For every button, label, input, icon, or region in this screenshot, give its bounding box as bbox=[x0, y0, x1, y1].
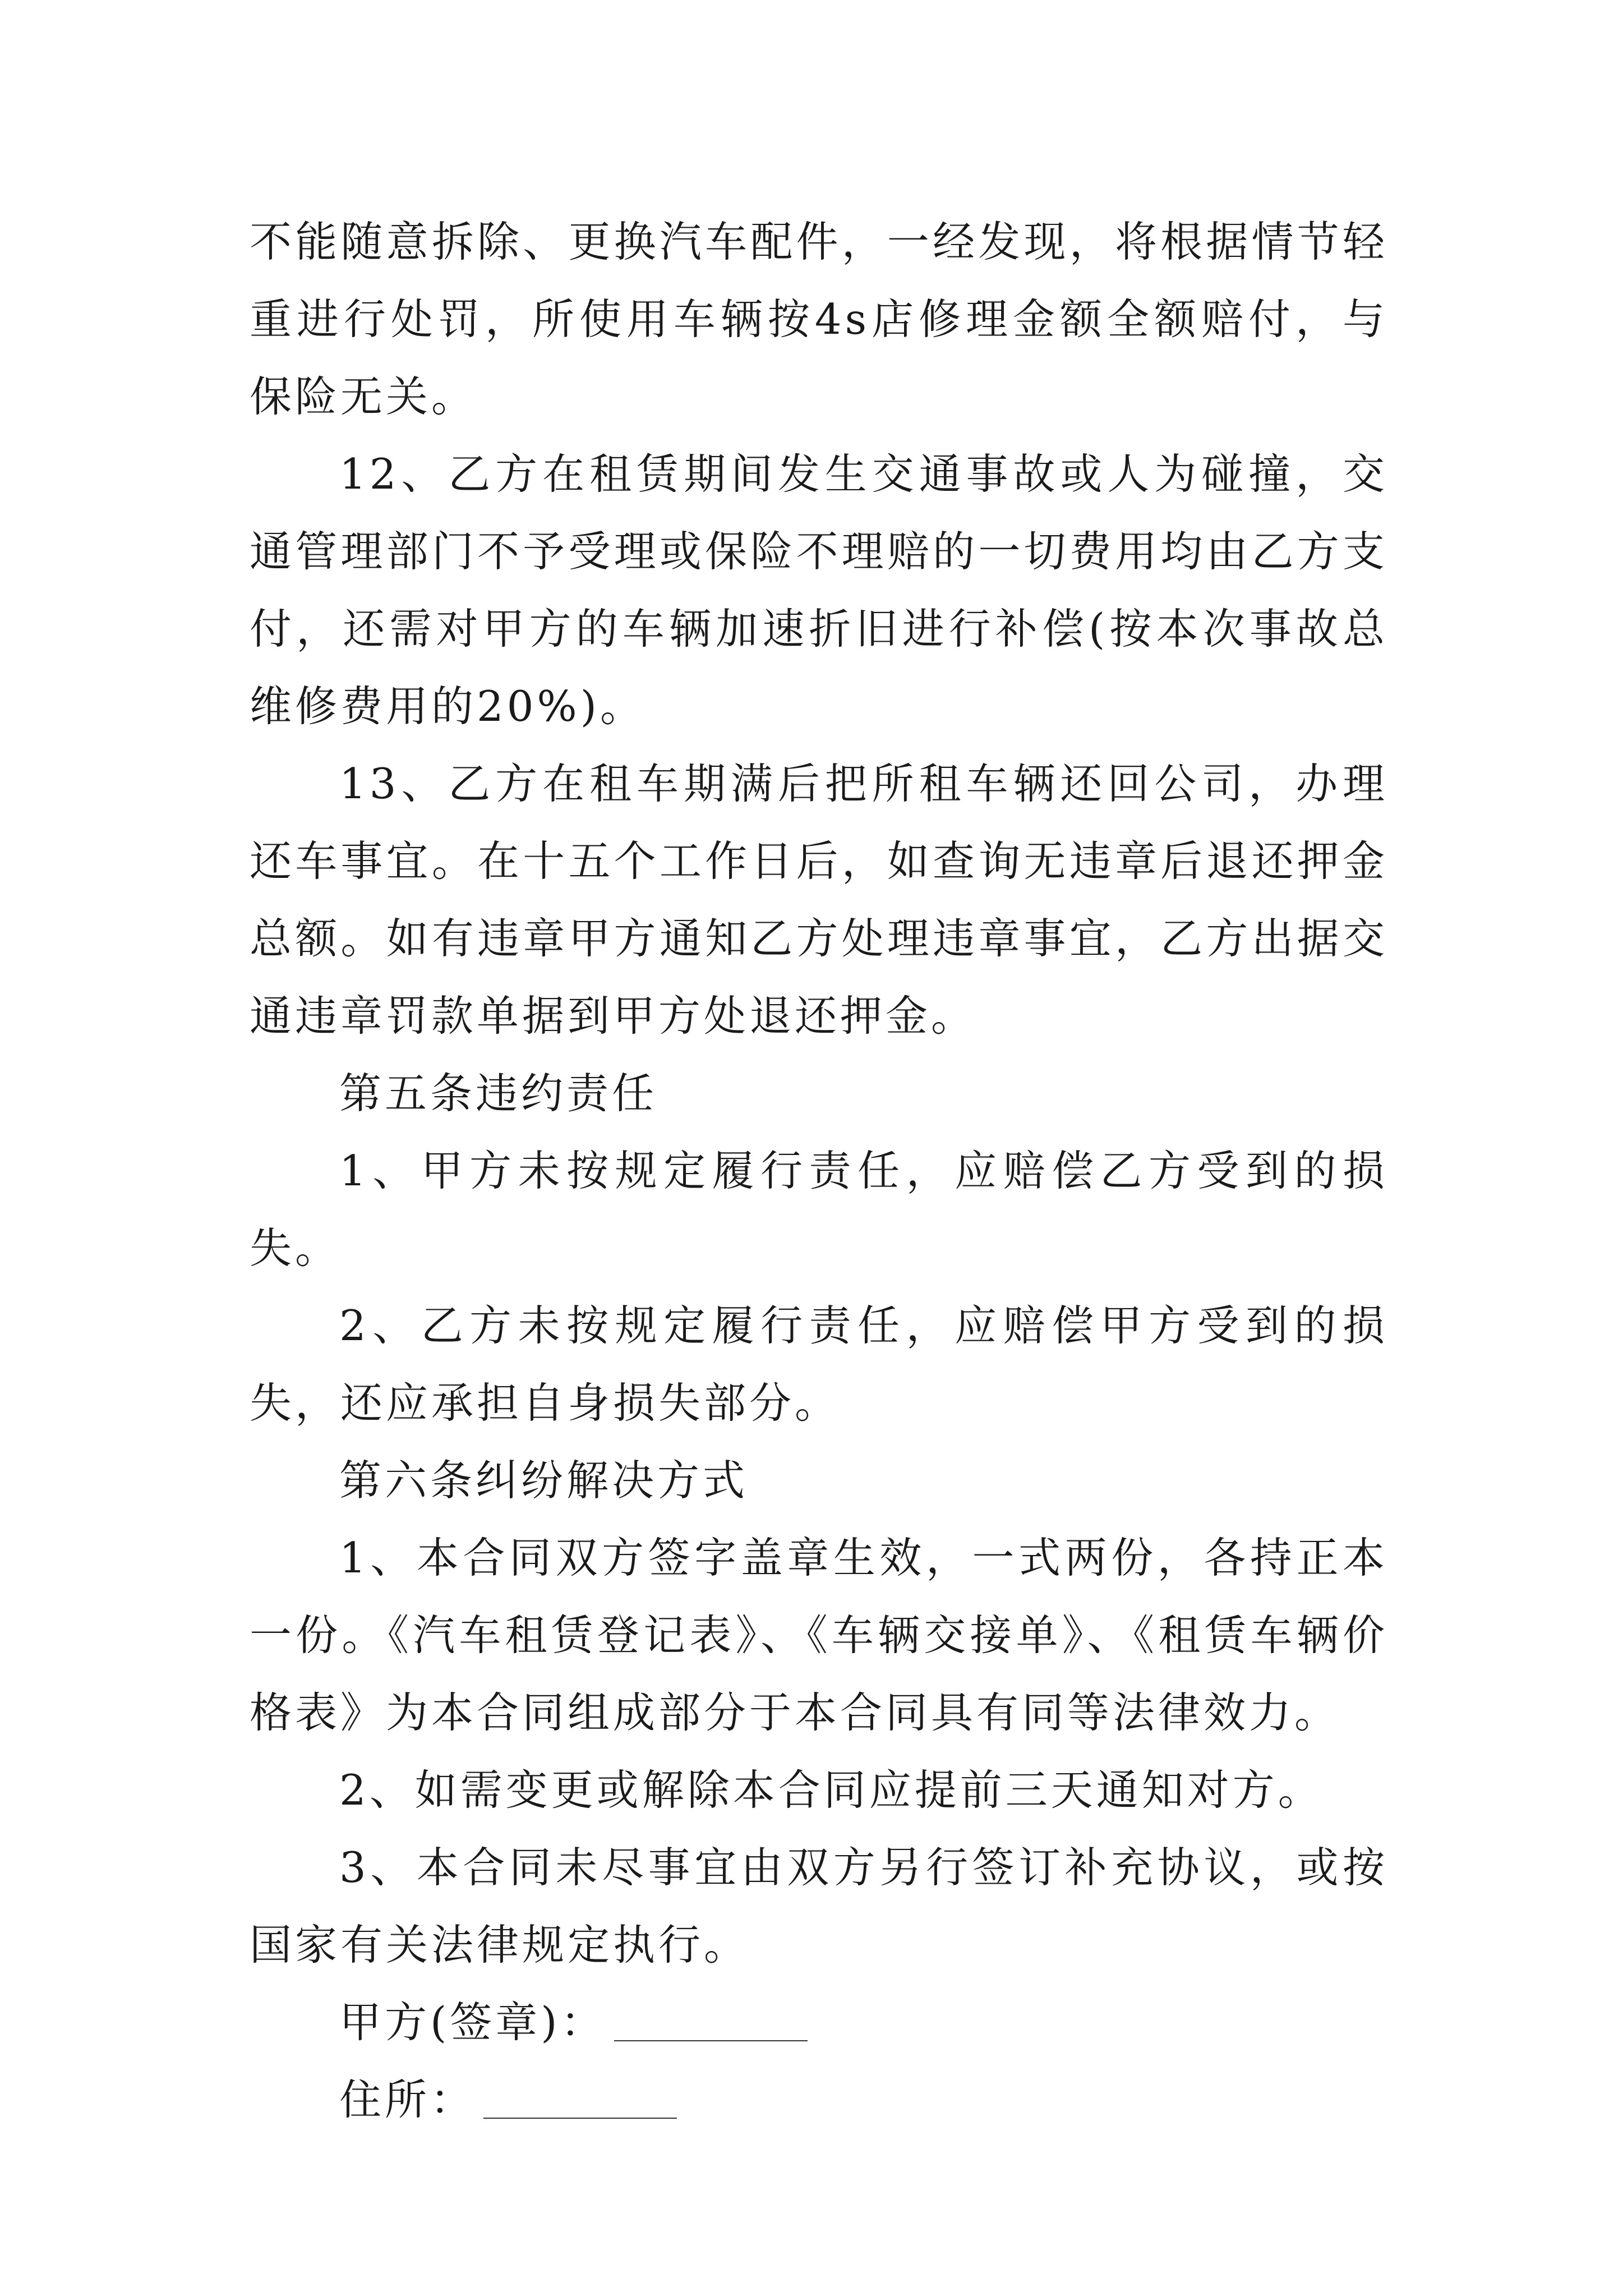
paragraph-item-13: 13、乙方在租车期满后把所租车辆还回公司，办理还车事宜。在十五个工作日后，如查询无违章后退还押金总额。如有违章甲方通知乙方处理违章事宜，乙方出据交通违章罚款单据到甲方处退还押金。 bbox=[250, 759, 1388, 1041]
paragraph-continuation: 不能随意拆除、更换汽车配件，一经发现，将根据情节轻重进行处罚，所使用车辆按4s店修理金额全额赔付，与保险无关。 bbox=[250, 217, 1388, 421]
paragraph-art5-item-2: 2、乙方未按规定履行责任，应赔偿甲方受到的损失，还应承担自身损失部分。 bbox=[250, 1301, 1388, 1428]
article-5-heading: 第五条违约责任 bbox=[339, 1069, 658, 1118]
document-body bbox=[250, 203, 1388, 2138]
paragraph-art6-item-2: 2、如需变更或解除本合同应提前三天通知对方。 bbox=[339, 1765, 1324, 1815]
party-a-label: 甲方(签章)： bbox=[339, 1998, 606, 2047]
signature-address bbox=[250, 2061, 1388, 2138]
address-label: 住所： bbox=[339, 2075, 476, 2124]
address-signature-line bbox=[483, 2118, 677, 2119]
paragraph-item-12: 12、乙方在租赁期间发生交通事故或人为碰撞，交通管理部门不予受理或保险不理赔的一切费用均由乙方支付，还需对甲方的车辆加速折旧进行补偿(按本次事故总维修费用的20%)。 bbox=[250, 449, 1388, 731]
paragraph-art5-item-1: 1、甲方未按规定履行责任，应赔偿乙方受到的损失。 bbox=[250, 1146, 1388, 1273]
signature-party-a bbox=[250, 1984, 1388, 2061]
article-6-heading: 第六条纠纷解决方式 bbox=[339, 1456, 749, 1505]
paragraph-art6-item-1: 1、本合同双方签字盖章生效，一式两份，各持正本一份。《汽车租赁登记表》、《车辆交接单》、《租赁车辆价格表》为本合同组成部分于本合同具有同等法律效力。 bbox=[250, 1533, 1388, 1737]
party-a-signature-line bbox=[614, 2040, 808, 2041]
paragraph-art6-item-3: 3、本合同未尽事宜由双方另行签订补充协议，或按国家有关法律规定执行。 bbox=[250, 1843, 1388, 1970]
